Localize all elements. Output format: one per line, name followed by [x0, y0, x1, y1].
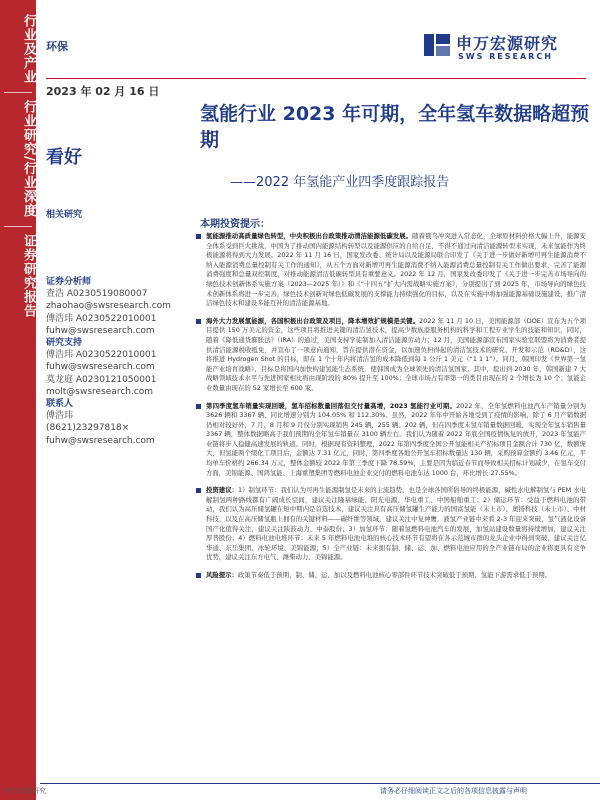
analyst-heading: 证券分析师 — [46, 277, 92, 287]
summary-heading: 本期投资提示： — [200, 219, 270, 230]
sidebar-divider — [4, 92, 32, 93]
logo-chinese-name: 申万宏源研究 — [456, 34, 559, 53]
analyst-line: fuhw@swsresearch.com — [46, 435, 155, 446]
summary-point — [196, 317, 586, 394]
analyst-line: 查浩 A0230519080007 — [46, 289, 148, 300]
point-lead: 氢能源推动高质量绿色转型，中央积极出台政策推动清洁能源低碳发展。 — [206, 232, 413, 240]
contact-heading: 联系人 — [46, 399, 74, 410]
point-body: 随着俄乌冲突进入常态化，全球原材料价格大幅上升，能源安全体系受到巨大挑战，中国为了推动国内能源结构转型以及能源供应的自给自足，不得不通过向清洁能源转型来实现，未来氢能作为终极能源将得到大力发展。2022 年 11 月 16 日，国家发改委、统计局以及能源局联合印发了《关于进一步做好新增可再生能源消费不纳入能源消费总量控制有关工作的通知》，从五个方面对新增可再生能源消费不纳入能源消费总量控制有关工作做出要求，完善了能源消费强度和总量双控制度，对推动能源清洁低碳转型具有重要意义。2022 年 12 月，国家发改委印发了《关于进一步完善市场导向的绿色技术创新体系实施方案（2023—2025 年）》和《“十四五”扩大内需战略实施方案》，分别提出了到 2025 年，市场导向的绿色技术创新体系将进一步完善，绿色技术创新对绿色低碳发展的支撑能力持续强化的目标，以及在实施中将加强能源基础设施建设，推广清洁绿色技术和建设多能互补的清洁能源基地。 — [206, 232, 587, 308]
sidebar-band — [0, 0, 36, 800]
summary-point — [196, 232, 586, 309]
bullet-icon — [196, 573, 201, 578]
header-divider — [46, 78, 586, 79]
sidebar-label-industry: 行业及产业 — [21, 14, 36, 84]
summary-points — [196, 232, 586, 581]
analyst-line: 傅浩玮 — [46, 411, 74, 422]
point-body: 2022 年，全年氢燃料电池汽车产销量分别为 3626 辆和 3367 辆，同比增速分别为 104.05% 和 112.30%。虽然，2022 年年中开始各地受到了疫情的影响，除了 6 月产销数据仍相对较好外，7 月、8 月和 9 月仅分别实现销售 245 辆、255 辆、202 辆，但在四季度末氢车销量数据回暖，实现全年氢车销售量 3367 辆，整体数据略高于我们预期的全年氢车销量在 3100 辆左右。我们认为随着 2022 年底全国疫情恢复的放开，2023 年氢能产业链将步入稳健高速发展的轨道。同时，根据现有资料整理，2022 年第四季度全国公开氢能相关产招标项目金额合计 730 亿，数额庞大，但氢能两个缀化工项目后，金额达 7.31 亿元，同时，第四季度各地公开氢车招标数量达 130 辆，采购预算金额约 3.46 亿元，平均单车价格约 266.34 万元，整体金额较 2022 年第三季度下降 78.59%，主要是因为临近春节而导致相关招标计划减少，在氢车交付方面，美锦能源、国鸿氢能、上海重塑集团等燃料电池企业交付的燃料电池车达 1000 台，环比增长 27.55%。 — [206, 401, 587, 477]
analyst-line: 傅浩玮 A0230522010001 — [46, 313, 157, 324]
logo-english-name: SWS RESEARCH — [458, 52, 553, 61]
report-title: 氢能行业 2023 年可期，全年氢车数据略超预期 — [200, 103, 590, 151]
research-support-heading: 研究支持 — [46, 338, 83, 349]
footer-disclaimer: 请务必仔细阅读正文之后的各项信息披露与声明 — [380, 787, 527, 795]
report-date: 2023 年 02 月 16 日 — [46, 85, 160, 98]
bullet-icon — [196, 319, 201, 324]
analyst-line: (8621)23297818× — [46, 423, 130, 434]
analyst-line: molt@swsresearch.com — [46, 386, 154, 397]
point-lead: 第四季度氢车销量实现回暖，氢车招标数量回落但交付量高增，2023 氢能行业可期。 — [206, 401, 457, 410]
summary-point — [196, 571, 586, 581]
point-body: 1）制氢环节：我们认为可再生能源制氢是未来的主流趋势，也是全球各国所倡导的终极能源，碱性水电解制氢与 PEM 水电解制氢两种路线都有广阔成长空间，建议关注隆基绿能、阳光电源、华电重工、中国船舶重工；2）储运环节：受益于燃料电池的带动，我们认为高压储氢罐在短中期内是首选技术，建议关注具有高压储氢罐生产能力的国富氢能（未上市）、奥扬科技（未上市）、中材科技，以及在高压储氢瓶上拥有的关键材料——碳纤维等领域，建议关注中复神鹰，液氢产业链中来看 2-3 年迎来突破，氢气液化设备国产化值得关注，建议关注陕鼓动力、中泰股份；3）加氢环节：随着氢燃料电池汽车的发展，加氢站建设数量将持续增加，建议关注厚普股份；4）燃料电池电堆环节：未来 5 年燃料电池电堆的核心技术环节有望将在各示范城市群的龙头企业中得到突破，建议关注亿华通、东岳集团、冰轮环境、美锦能源；5）全产业链：未来拥有制、储、运、加、燃料电池应用的全产业链布局的企业将更具有竞争优势，建议关注东方电气、潍柴动力、美锦能源。 — [206, 486, 586, 562]
point-lead: 投资建议： — [206, 486, 239, 495]
bullet-icon — [196, 488, 201, 493]
analyst-block — [46, 276, 196, 447]
sidebar-divider — [4, 226, 32, 227]
footer-divider — [40, 783, 600, 784]
sidebar-label-report-type: 行业研究/行业深度 — [21, 100, 36, 218]
point-body: 2022 年 11 月 10 日，美国能源部（DOE）宣布为五个项目提供 150 万美元的资金，这些项目将推进关键的清洁氢技术，提高少数族裔服务机构的科学和工程专业学生的技能和知识，同时，随着《降低通货膨胀法》（IRA）的通过，美国支持学徒制加入清洁能源劳动力；12 月，美国能源部宣布国家实验室联盟将为消费者提供清洁能源税收抵免，并宣布了一项意向通知，旨在提供潜在资金，以加速负担得起的清洁氢技术的研究、开发和示范（RD&D），这将推进 Hydrogen Shot 的目标，即在 1 个十年内将清洁氢的成本降低到每 1 公斤 1 美元（“1 1 1”）。同月，韩国印发《世界第一氢能产业培育战略》，目标是将国内加快构建氢能生态系统，使韩国成为全球领先的清洁氢国家。其中，提出到 2030 年，韩国新建 7 大战略领域技术水平与先进国家相比将由现阶段的 80% 提升至 100%；全球市场占有率第一的类目由现在的 2 个增长为 10 个；氢能企业数量由现在的 52 家增长至 600 家。 — [206, 316, 586, 392]
bullet-icon — [196, 234, 201, 239]
report-subtitle: ——2022 年氢能产业四季度跟踪报告 — [230, 175, 450, 190]
analyst-line: 傅浩玮 A0230522010001 — [46, 350, 157, 361]
summary-point — [196, 402, 586, 479]
analyst-line: fuhw@swsresearch.com — [46, 325, 155, 336]
point-body: 政策节奏低于预期，制、储、运、加以及燃料电池核心零部件环节技术突破低于预期，氢能下游需求低于预期。 — [237, 571, 552, 579]
analyst-line: zhaohao@swsresearch.com — [46, 301, 171, 312]
point-lead: 海外大力发展氢能源，各国积极出台政策及项目，降本增效扩规模是关键。 — [206, 316, 420, 325]
logo-mark-icon — [422, 30, 452, 60]
company-logo — [422, 28, 582, 68]
analyst-line: fuhw@swsresearch.com — [46, 362, 155, 373]
analyst-line: 莫龙庭 A0230121050001 — [46, 374, 157, 385]
rating-label: 看好 — [46, 147, 82, 168]
summary-point — [196, 486, 586, 563]
bullet-icon — [196, 404, 201, 409]
point-lead: 风险提示： — [206, 571, 238, 579]
footer-publisher: 申万宏源研究 — [4, 787, 46, 795]
sector-label: 环保 — [46, 40, 68, 53]
related-research-label: 相关研究 — [46, 210, 83, 220]
sidebar-label-securities: 证券研究报告 — [21, 234, 36, 318]
